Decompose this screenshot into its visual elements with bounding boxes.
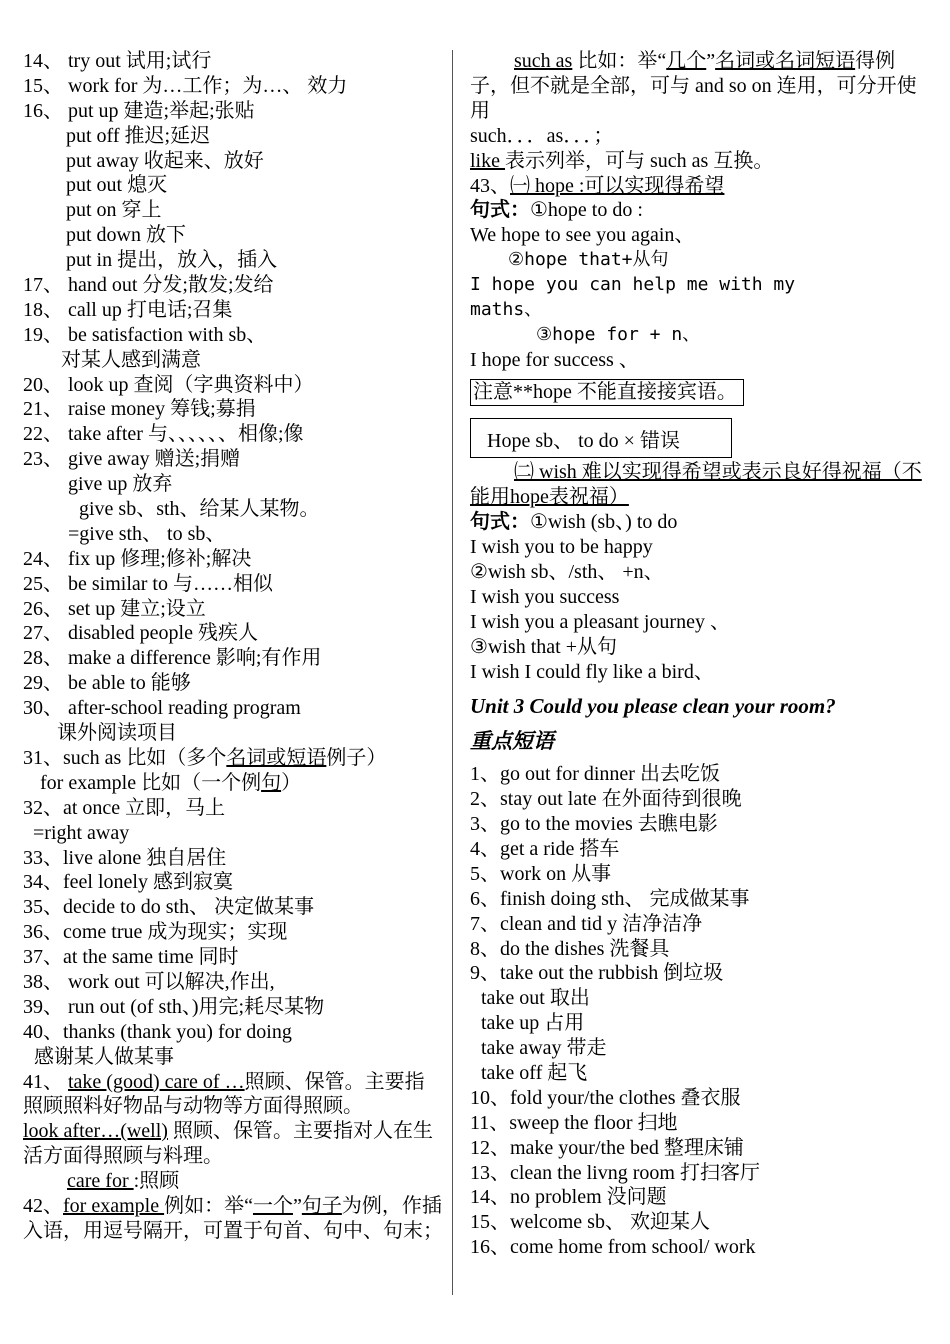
- underlined-term: such as: [514, 50, 573, 72]
- phrase-9: 9、take out the rubbish 倒垃圾: [470, 962, 724, 985]
- phrase-5: 5、work on 从事: [470, 862, 612, 885]
- underlined-term: take (good) care of …: [68, 1070, 245, 1093]
- hope-error-box: Hope sb、 to do × 错误: [470, 418, 732, 459]
- entry-41-look-after: look after…(well) 照顾、保管。主要指对人在生活方面得照顾与料理。: [23, 1120, 433, 1168]
- hope-example-2-cont: maths、: [470, 298, 543, 320]
- entry-21: 21、 raise money 筹钱;募捐: [23, 398, 256, 421]
- wish-pattern-3: ③wish that +从句: [470, 635, 617, 658]
- entry-19-meaning: 对某人感到满意: [61, 348, 201, 371]
- entry-22: 22、 take after 与、、、、、、相像;像: [23, 423, 304, 446]
- entry-16-put-on: put on 穿上: [66, 199, 162, 222]
- phrase-2: 2、stay out late 在外面待到很晚: [470, 788, 742, 811]
- entry-18: 18、 call up 打电话;召集: [23, 298, 233, 321]
- entry-28: 28、 make a difference 影响;有作用: [23, 647, 322, 670]
- phrase-9-take-off: take off 起飞: [481, 1061, 588, 1084]
- phrase-1: 1、go out for dinner 出去吃饭: [470, 763, 720, 786]
- entry-43: 43、㈠ hope :可以实现得希望: [470, 174, 725, 197]
- entry-27: 27、 disabled people 残疾人: [23, 622, 258, 645]
- entry-29: 29、 be able to 能够: [23, 672, 191, 695]
- underlined-term: 几个: [666, 50, 707, 72]
- entry-23-give-sth: =give sth、 to sb、: [68, 522, 226, 545]
- hope-pattern-3: ③hope for + n、: [536, 323, 701, 345]
- entry-20: 20、 look up 查阅（字典资料中）: [23, 373, 314, 396]
- entry-30-meaning: 课外阅读项目: [57, 722, 177, 745]
- entry-31-for-example: for example 比如（一个例句）: [40, 771, 302, 794]
- section-title: 重点短语: [470, 729, 554, 754]
- phrase-3: 3、go to the movies 去瞧电影: [470, 813, 718, 836]
- wish-example-3: I wish I could fly like a bird、: [470, 660, 714, 683]
- wish-heading: ㈡ wish 难以实现得希望或表示良好得祝福（不能用hope表祝福）: [470, 461, 922, 509]
- entry-26: 26、 set up 建立;设立: [23, 597, 206, 620]
- entry-42: 42、for example 例如：举“一个”句子为例，作插入语，用逗号隔开，可置于句首、句中、句末；: [23, 1195, 443, 1242]
- entry-16-put-off: put off 推迟;延迟: [66, 124, 211, 147]
- like-note: like 表示列举，可与 such as 互换。: [470, 149, 774, 172]
- cross-icon: ×: [623, 429, 635, 452]
- phrase-4: 4、get a ride 搭车: [470, 837, 620, 860]
- phrase-8: 8、do the dishes 洗餐具: [470, 937, 670, 960]
- underlined-term: care for: [67, 1170, 134, 1193]
- phrase-10: 10、fold your/the clothes 叠衣服: [470, 1086, 741, 1109]
- entry-16-put-out: put out 熄灭: [66, 174, 168, 197]
- phrase-7: 7、clean and tid y 洁净洁净: [470, 912, 703, 935]
- entry-36: 36、come true 成为现实；实现: [23, 921, 288, 944]
- entry-16-put-down: put down 放下: [66, 224, 186, 247]
- right-column: [470, 49, 935, 1260]
- column-divider: [452, 50, 453, 1295]
- entry-35: 35、decide to do sth、 决定做某事: [23, 896, 315, 919]
- unit-title: Unit 3 Could you please clean your room?: [470, 694, 836, 719]
- entry-32: 32、at once 立即，马上: [23, 796, 226, 819]
- entry-41-care-for: care for :照顾: [67, 1170, 180, 1193]
- underlined-term: 名词或名词短语: [715, 50, 856, 72]
- hope-example-2: I hope you can help me with my: [470, 274, 796, 296]
- phrase-9-take-away: take away 带走: [481, 1037, 607, 1060]
- entry-24: 24、 fix up 修理;修补;解决: [23, 547, 252, 570]
- entry-17: 17、 hand out 分发;散发;发给: [23, 274, 274, 297]
- underlined-term: 名词或短语: [226, 746, 327, 769]
- entry-23: 23、 give away 赠送;捐赠: [23, 448, 241, 471]
- entry-41: 41、 take (good) care of …照顾、保管。主要指照顾照料好物品与动物等方面得照顾。: [23, 1070, 425, 1118]
- entry-33: 33、live alone 独自居住: [23, 846, 227, 869]
- entry-16: 16、 put up 建造;举起;张贴: [23, 99, 255, 122]
- entry-23-give-sb: give sb、sth、给某人某物。: [79, 498, 320, 521]
- hope-example-3: I hope for success 、: [470, 348, 639, 371]
- such-as-pattern: such．．．as．．．；: [470, 124, 614, 147]
- wish-example-2b: I wish you a pleasant journey 、: [470, 610, 730, 633]
- entry-40-meaning: 感谢某人做某事: [34, 1045, 174, 1068]
- wish-pattern-1: 句式：①wish (sb、) to do: [470, 511, 678, 534]
- underlined-term: like: [470, 149, 505, 172]
- entry-25: 25、 be similar to 与……相似: [23, 572, 273, 595]
- phrase-6: 6、finish doing sth、 完成做某事: [470, 887, 750, 910]
- entry-37: 37、at the same time 同时: [23, 946, 239, 969]
- phrase-12: 12、make your/the bed 整理床铺: [470, 1136, 744, 1159]
- phrase-13: 13、clean the livng room 打扫客厅: [470, 1161, 760, 1184]
- phrase-16: 16、come home from school/ work: [470, 1236, 756, 1259]
- entry-40: 40、thanks (thank you) for doing: [23, 1020, 292, 1043]
- wish-example-2a: I wish you success: [470, 585, 620, 608]
- phrase-15: 15、welcome sb、 欢迎某人: [470, 1211, 710, 1234]
- hope-example-1: We hope to see you again、: [470, 224, 695, 247]
- hope-pattern-2: ②hope that+从句: [508, 249, 669, 271]
- entry-14: 14、 try out 试用;试行: [23, 50, 212, 72]
- underlined-term: for example: [63, 1195, 165, 1218]
- hope-pattern-1: 句式：①hope to do :: [470, 199, 643, 222]
- phrase-11: 11、sweep the floor 扫地: [470, 1111, 678, 1134]
- underlined-term: 句: [261, 771, 282, 794]
- underlined-term: ㈠ hope :可以实现得希望: [510, 174, 725, 197]
- phrase-9-take-out: take out 取出: [481, 987, 590, 1010]
- entry-16-put-in: put in 提出，放入，插入: [66, 249, 278, 272]
- underlined-term: look after…(well): [23, 1120, 168, 1143]
- underlined-term: 一个: [252, 1195, 293, 1218]
- entry-19: 19、 be satisfaction with sb、: [23, 323, 267, 346]
- entry-23-give-up: give up 放弃: [68, 473, 173, 496]
- hope-note-box: 注意**hope 不能直接接宾语。: [470, 379, 744, 406]
- entry-39: 39、 run out (of sth、)用完;耗尽某物: [23, 995, 325, 1018]
- such-as-note: such as 比如：举“几个”名词或名词短语得例子，但不就是全部，可与 and so on 连用，可分开使用: [470, 50, 917, 122]
- entry-32-alt: =right away: [33, 821, 130, 844]
- entry-34: 34、feel lonely 感到寂寞: [23, 871, 233, 894]
- entry-38: 38、 work out 可以解决,作出,: [23, 970, 275, 993]
- entry-16-put-away: put away 收起来、放好: [66, 149, 264, 172]
- wish-example-1: I wish you to be happy: [470, 536, 653, 559]
- phrase-14: 14、no problem 没问题: [470, 1186, 667, 1209]
- wish-pattern-2: ②wish sb、/sth、 +n、: [470, 561, 664, 584]
- entry-31: 31、such as 比如（多个名词或短语例子）: [23, 746, 387, 769]
- left-column: [23, 49, 443, 1244]
- underlined-term: 句子: [301, 1195, 342, 1218]
- entry-15: 15、 work for 为…工作；为…、 效力: [23, 74, 348, 97]
- entry-30: 30、 after-school reading program: [23, 697, 301, 720]
- phrase-9-take-up: take up 占用: [481, 1012, 585, 1035]
